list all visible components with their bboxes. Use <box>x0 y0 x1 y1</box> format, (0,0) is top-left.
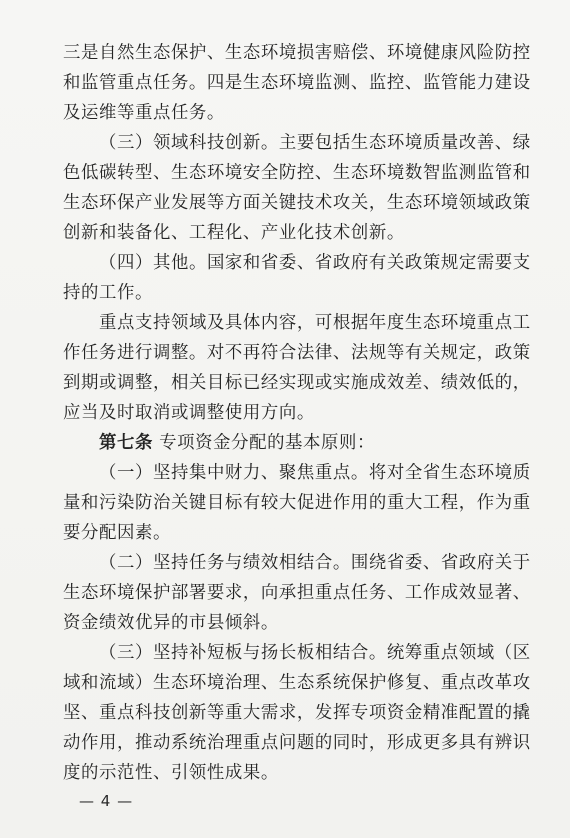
text-line: 资金绩效优异的市县倾斜。 <box>63 613 279 633</box>
article-label: 第七条 <box>99 433 153 453</box>
text-line: 坚、重点科技创新等重大需求，发挥专项资金精准配置的撬 <box>63 703 531 723</box>
text-line: 持的工作。 <box>63 283 153 303</box>
text-line: 动作用，推动系统治理重点问题的同时，形成更多具有辨识 <box>63 733 531 753</box>
text-line: 及运维等重点任务。 <box>63 103 225 123</box>
section-heading-line: （一）坚持集中财力、聚焦重点。将对全省生态环境质 <box>99 463 531 483</box>
text-line: 度的示范性、引领性成果。 <box>63 763 279 783</box>
text-line: 量和污染防治关键目标有较大促进作用的重大工程，作为重 <box>63 493 531 513</box>
article-line <box>63 428 523 458</box>
document-body <box>63 38 531 788</box>
text-line: 域和流域）生态环境治理、生态系统保护修复、重点改革攻 <box>63 673 531 693</box>
section-heading-line: （三）领域科技创新。主要包括生态环境质量改善、绿 <box>99 133 531 153</box>
section-heading-line: （三）坚持补短板与扬长板相结合。统筹重点领域（区 <box>99 643 531 663</box>
text-line: 和监管重点任务。四是生态环境监测、监控、监管能力建设 <box>63 73 531 93</box>
text-line: 创新和装备化、工程化、产业化技术创新。 <box>63 223 405 243</box>
section-heading-line: （二）坚持任务与绩效相结合。围绕省委、省政府关于 <box>99 553 531 573</box>
page-number: — 4 — <box>79 792 134 810</box>
text-line: 到期或调整，相关目标已经实现或实施成效差、绩效低的， <box>63 373 531 393</box>
article-text: 专项资金分配的基本原则： <box>159 433 376 453</box>
section-heading-line: （四）其他。国家和省委、省政府有关政策规定需要支 <box>99 253 531 273</box>
text-line: 生态环保产业发展等方面关键技术攻关，生态环境领域政策 <box>63 193 531 213</box>
text-line: 作任务进行调整。对不再符合法律、法规等有关规定，政策 <box>63 343 531 363</box>
text-line: 三是自然生态保护、生态环境损害赔偿、环境健康风险防控 <box>63 43 531 63</box>
text-line: 应当及时取消或调整使用方向。 <box>63 403 315 423</box>
text-line: 要分配因素。 <box>63 523 171 543</box>
text-line: 色低碳转型、生态环境安全防控、生态环境数智监测监管和 <box>63 163 531 183</box>
paragraph-start-line: 重点支持领域及具体内容，可根据年度生态环境重点工 <box>99 313 531 333</box>
text-line: 生态环境保护部署要求，向承担重点任务、工作成效显著、 <box>63 583 531 603</box>
